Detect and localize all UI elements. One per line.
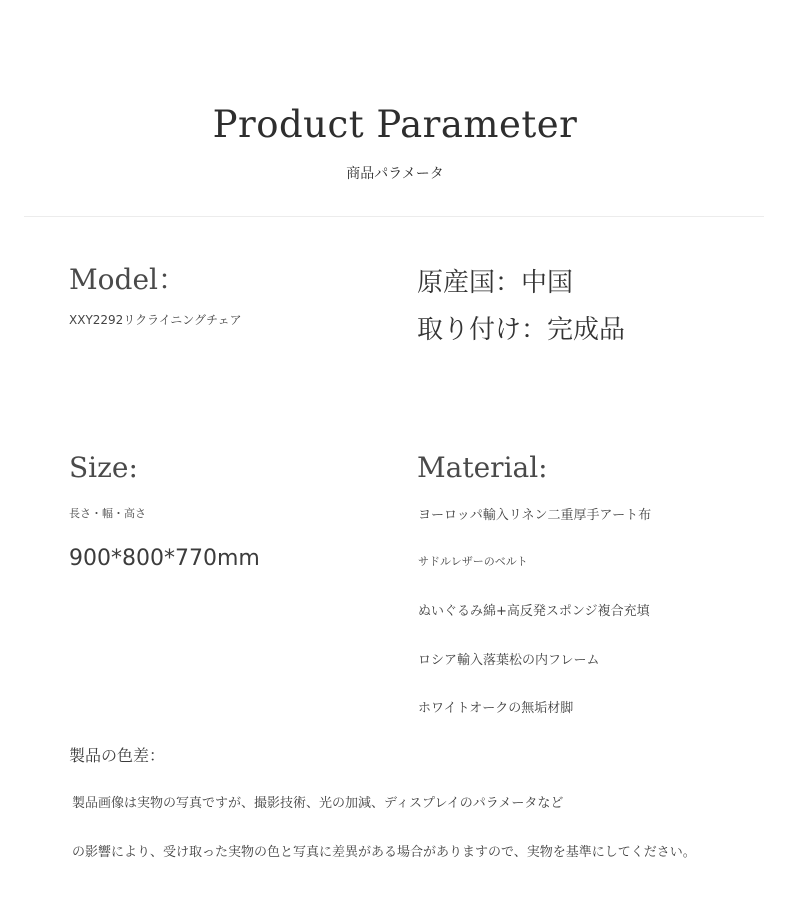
material-item: ロシア輸入落葉松の内フレーム [418, 653, 600, 668]
size-value: 900*800*770mm [69, 546, 260, 571]
material-item: ぬいぐるみ綿+高反発スポンジ複合充填 [418, 604, 650, 619]
size-heading: Size: [69, 451, 138, 484]
page-subtitle: 商品パラメータ [346, 166, 444, 182]
divider [24, 216, 764, 217]
assembly-info: 取り付け：完成品 [417, 315, 626, 345]
color-note-heading: 製品の色差： [69, 746, 166, 765]
model-heading: Model： [69, 263, 186, 296]
page-title: Product Parameter [212, 103, 578, 146]
material-item: ヨーロッパ輸入リネン二重厚手アート布 [418, 508, 652, 523]
material-item: サドルレザーのベルト [418, 555, 528, 568]
size-dimensions-label: 長さ・幅・高さ [69, 507, 146, 520]
color-note-line: 製品画像は実物の写真ですが、撮影技術、光の加減、ディスプレイのパラメータなど [72, 796, 564, 811]
color-note-line: の影響により、受け取った実物の色と写真に差異がある場合がありますので、実物を基準にしてください。 [72, 845, 696, 860]
material-heading: Material: [417, 451, 548, 484]
model-value: XXY2292リクライニングチェア [69, 313, 242, 327]
origin-country: 原産国：中国 [417, 268, 574, 298]
material-item: ホワイトオークの無垢材脚 [418, 701, 574, 716]
